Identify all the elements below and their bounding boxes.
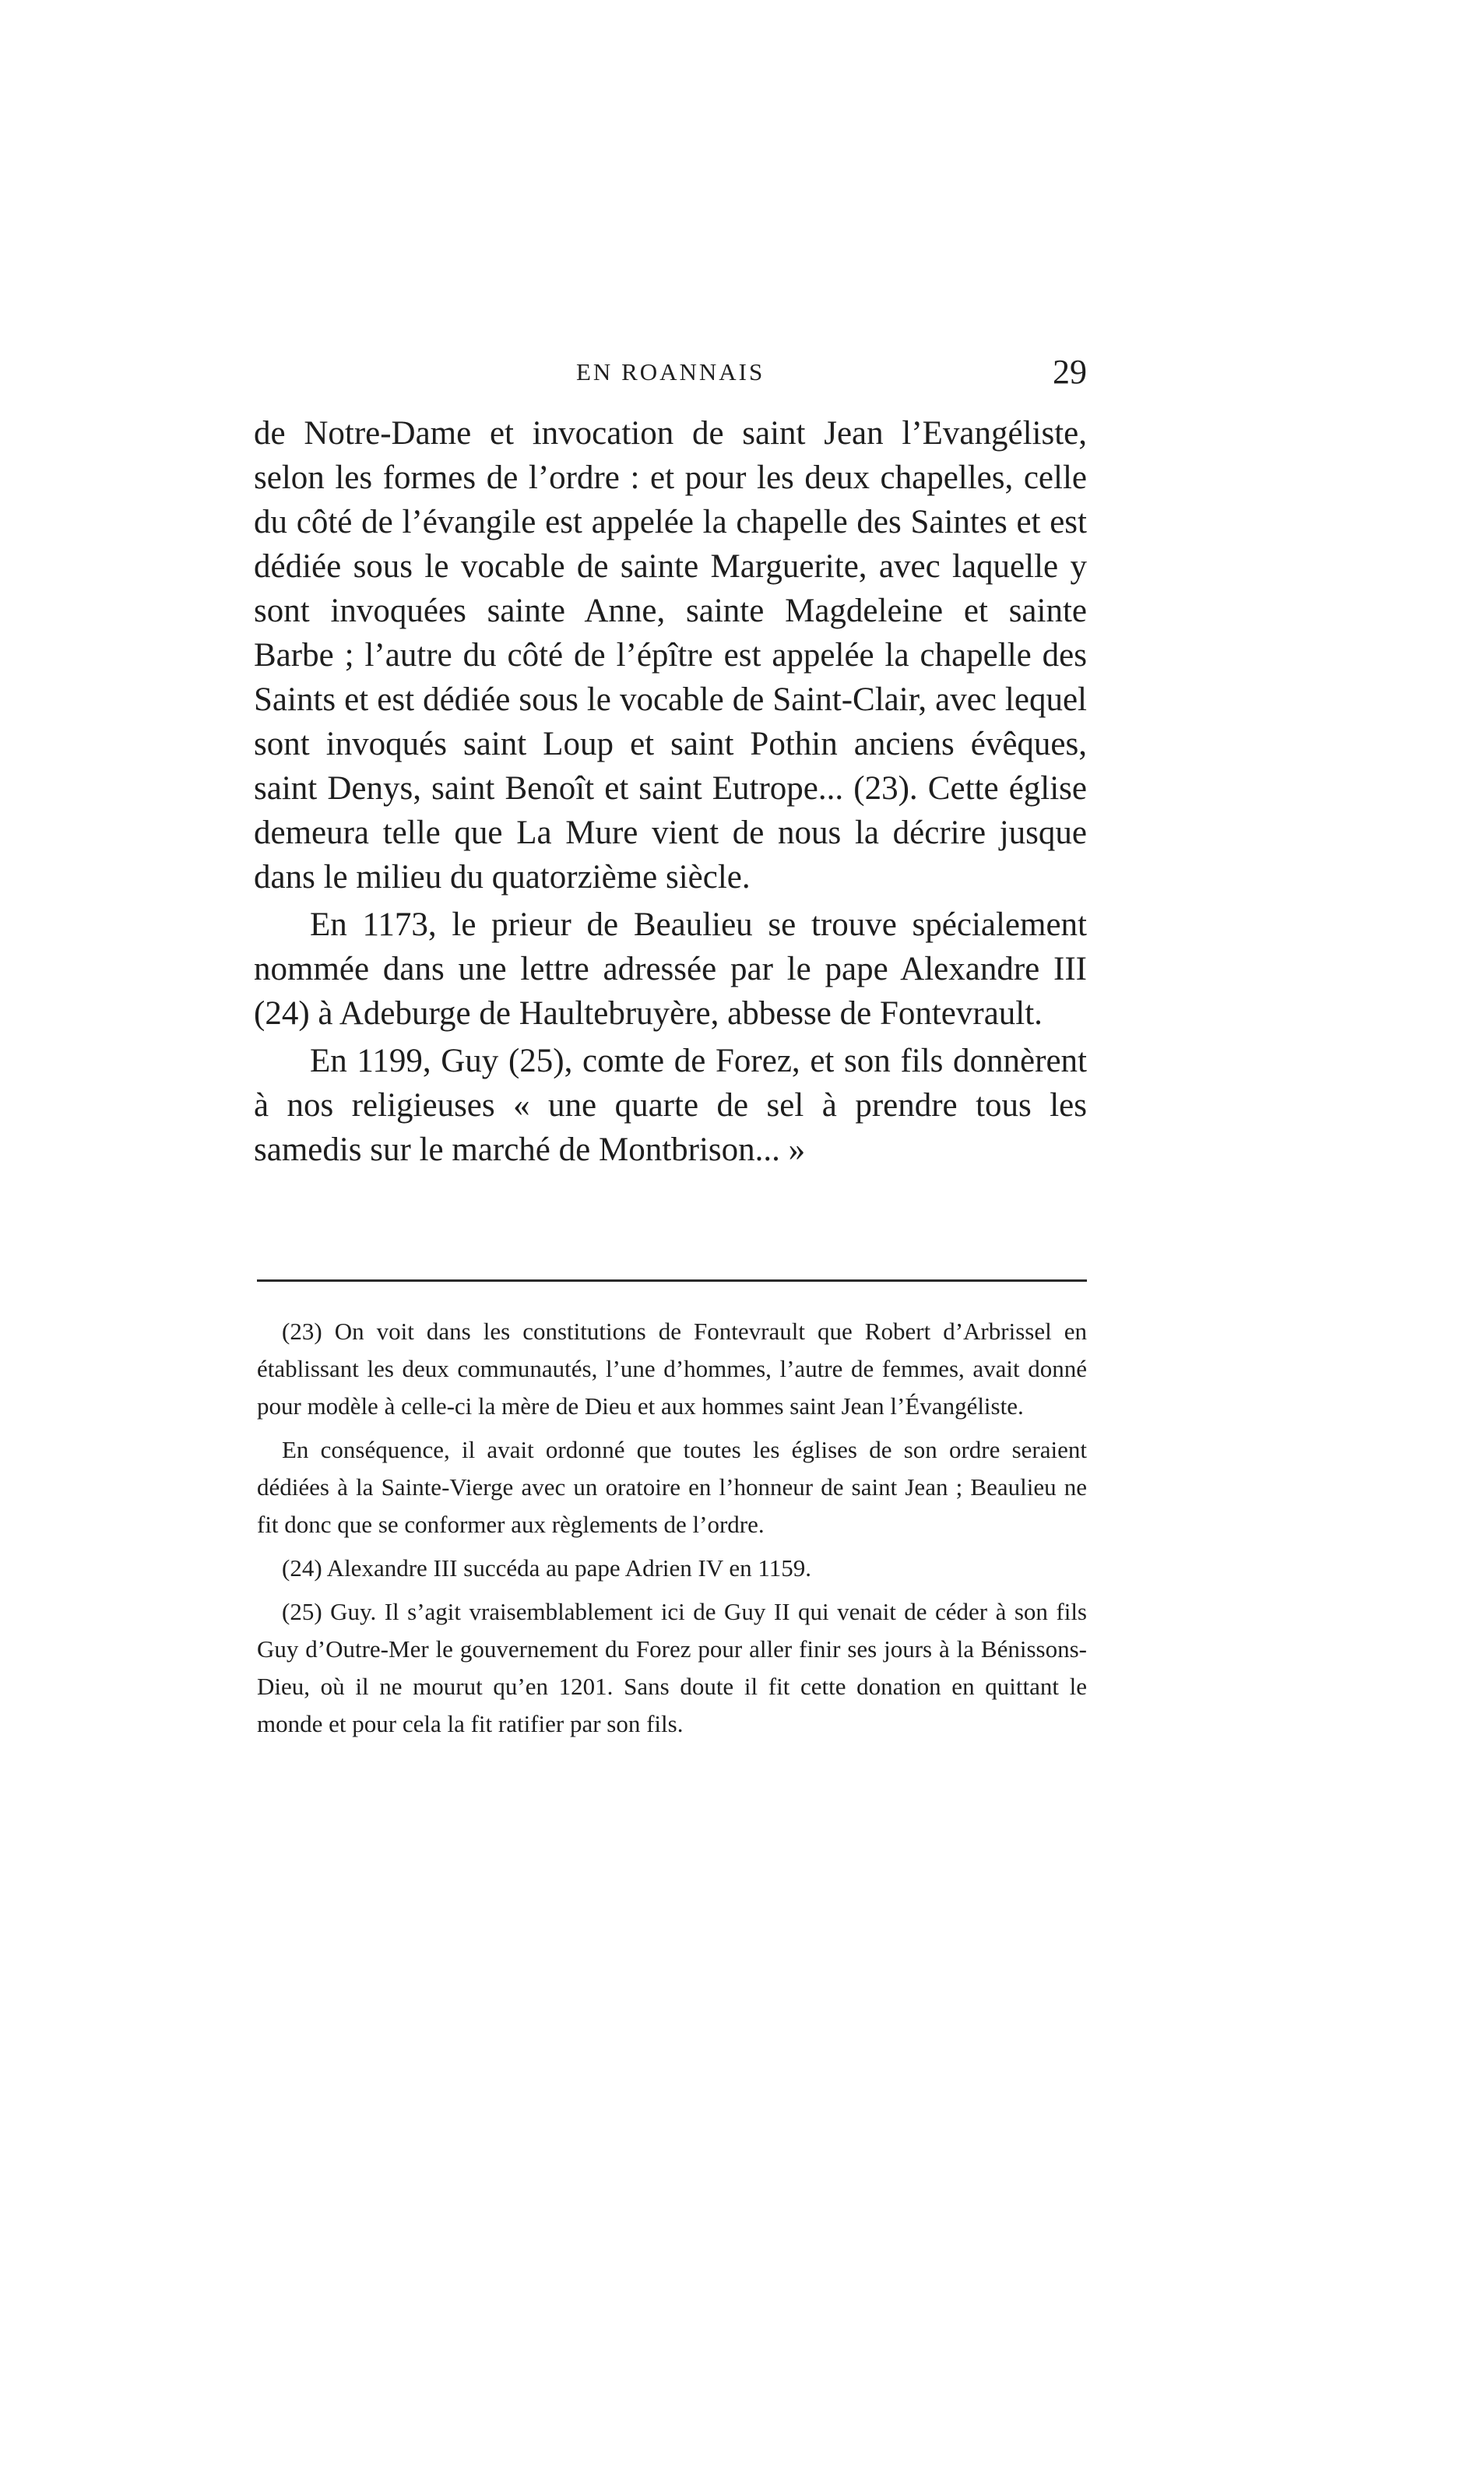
footnote-23: (23) On voit dans les constitutions de Fontevrault que Robert d’Arbrissel en établissant les deux communautés, l’une d’hommes, l’autre de femmes, avait donné pour modèle à celle-ci la mère de Dieu et aux hommes saint Jean l’Évangéliste. xyxy=(257,1318,1087,1420)
footnote-23-continued: En conséquence, il avait ordonné que toutes les églises de son ordre seraient dédiées à la Sainte-Vierge avec un oratoire en l’honneur de saint Jean ; Beaulieu ne fit donc que se conformer aux règlements de l’ordre. xyxy=(257,1436,1087,1538)
running-title: EN ROANNAIS xyxy=(576,358,765,385)
paragraph-continued: de Notre-Dame et invocation de saint Jean l’Evangéliste, selon les formes de l’ordre : et pour les deux chapelles, celle du côté de l’évangile est appelée la chapelle des Saintes et est dédiée sous le vocable de sainte Marguerite, avec laquelle y sont invoquées sainte Anne, sainte Magdeleine et sainte Barbe ; l’autre du côté de l’épître est appelée la chapelle des Saints et est dédiée sous le vocable de Saint-Clair, avec lequel sont invoqués saint Loup et saint Pothin anciens évêques, saint Denys, saint Benoît et saint Eutrope... (23). Cette église demeura telle que La Mure vient de nous la décrire jusque dans le milieu du quatorzième siècle. xyxy=(254,415,1087,896)
footnote-24: (24) Alexandre III succéda au pape Adrien IV en 1159. xyxy=(282,1554,812,1582)
running-head xyxy=(254,353,1087,406)
footnote-25: (25) Guy. Il s’agit vraisemblablement ici de Guy II qui venait de céder à son fils Guy d’Outre-Mer le gouvernement du Forez pour aller finir ses jours à la Bénissons-Dieu, où il ne mourut qu’en 1201. Sans doute il fit cette donation en quittant le monde et pour cela la fit ratifier par son fils. xyxy=(257,1598,1087,1737)
paragraph-1173: En 1173, le prieur de Beaulieu se trouve spécialement nommée dans une lettre adressée par le pape Alexandre III (24) à Adeburge de Haultebruyère, abbesse de Fontevrault. xyxy=(254,906,1087,1032)
page-number: 29 xyxy=(1053,353,1087,391)
footnotes xyxy=(257,1313,1087,1749)
footnote-separator xyxy=(257,1279,1087,1282)
paragraph-1199: En 1199, Guy (25), comte de Forez, et son fils donnèrent à nos religieuses « une quarte de sel à prendre tous les samedis sur le marché de Montbrison... » xyxy=(254,1043,1087,1168)
main-text xyxy=(254,411,1087,1172)
